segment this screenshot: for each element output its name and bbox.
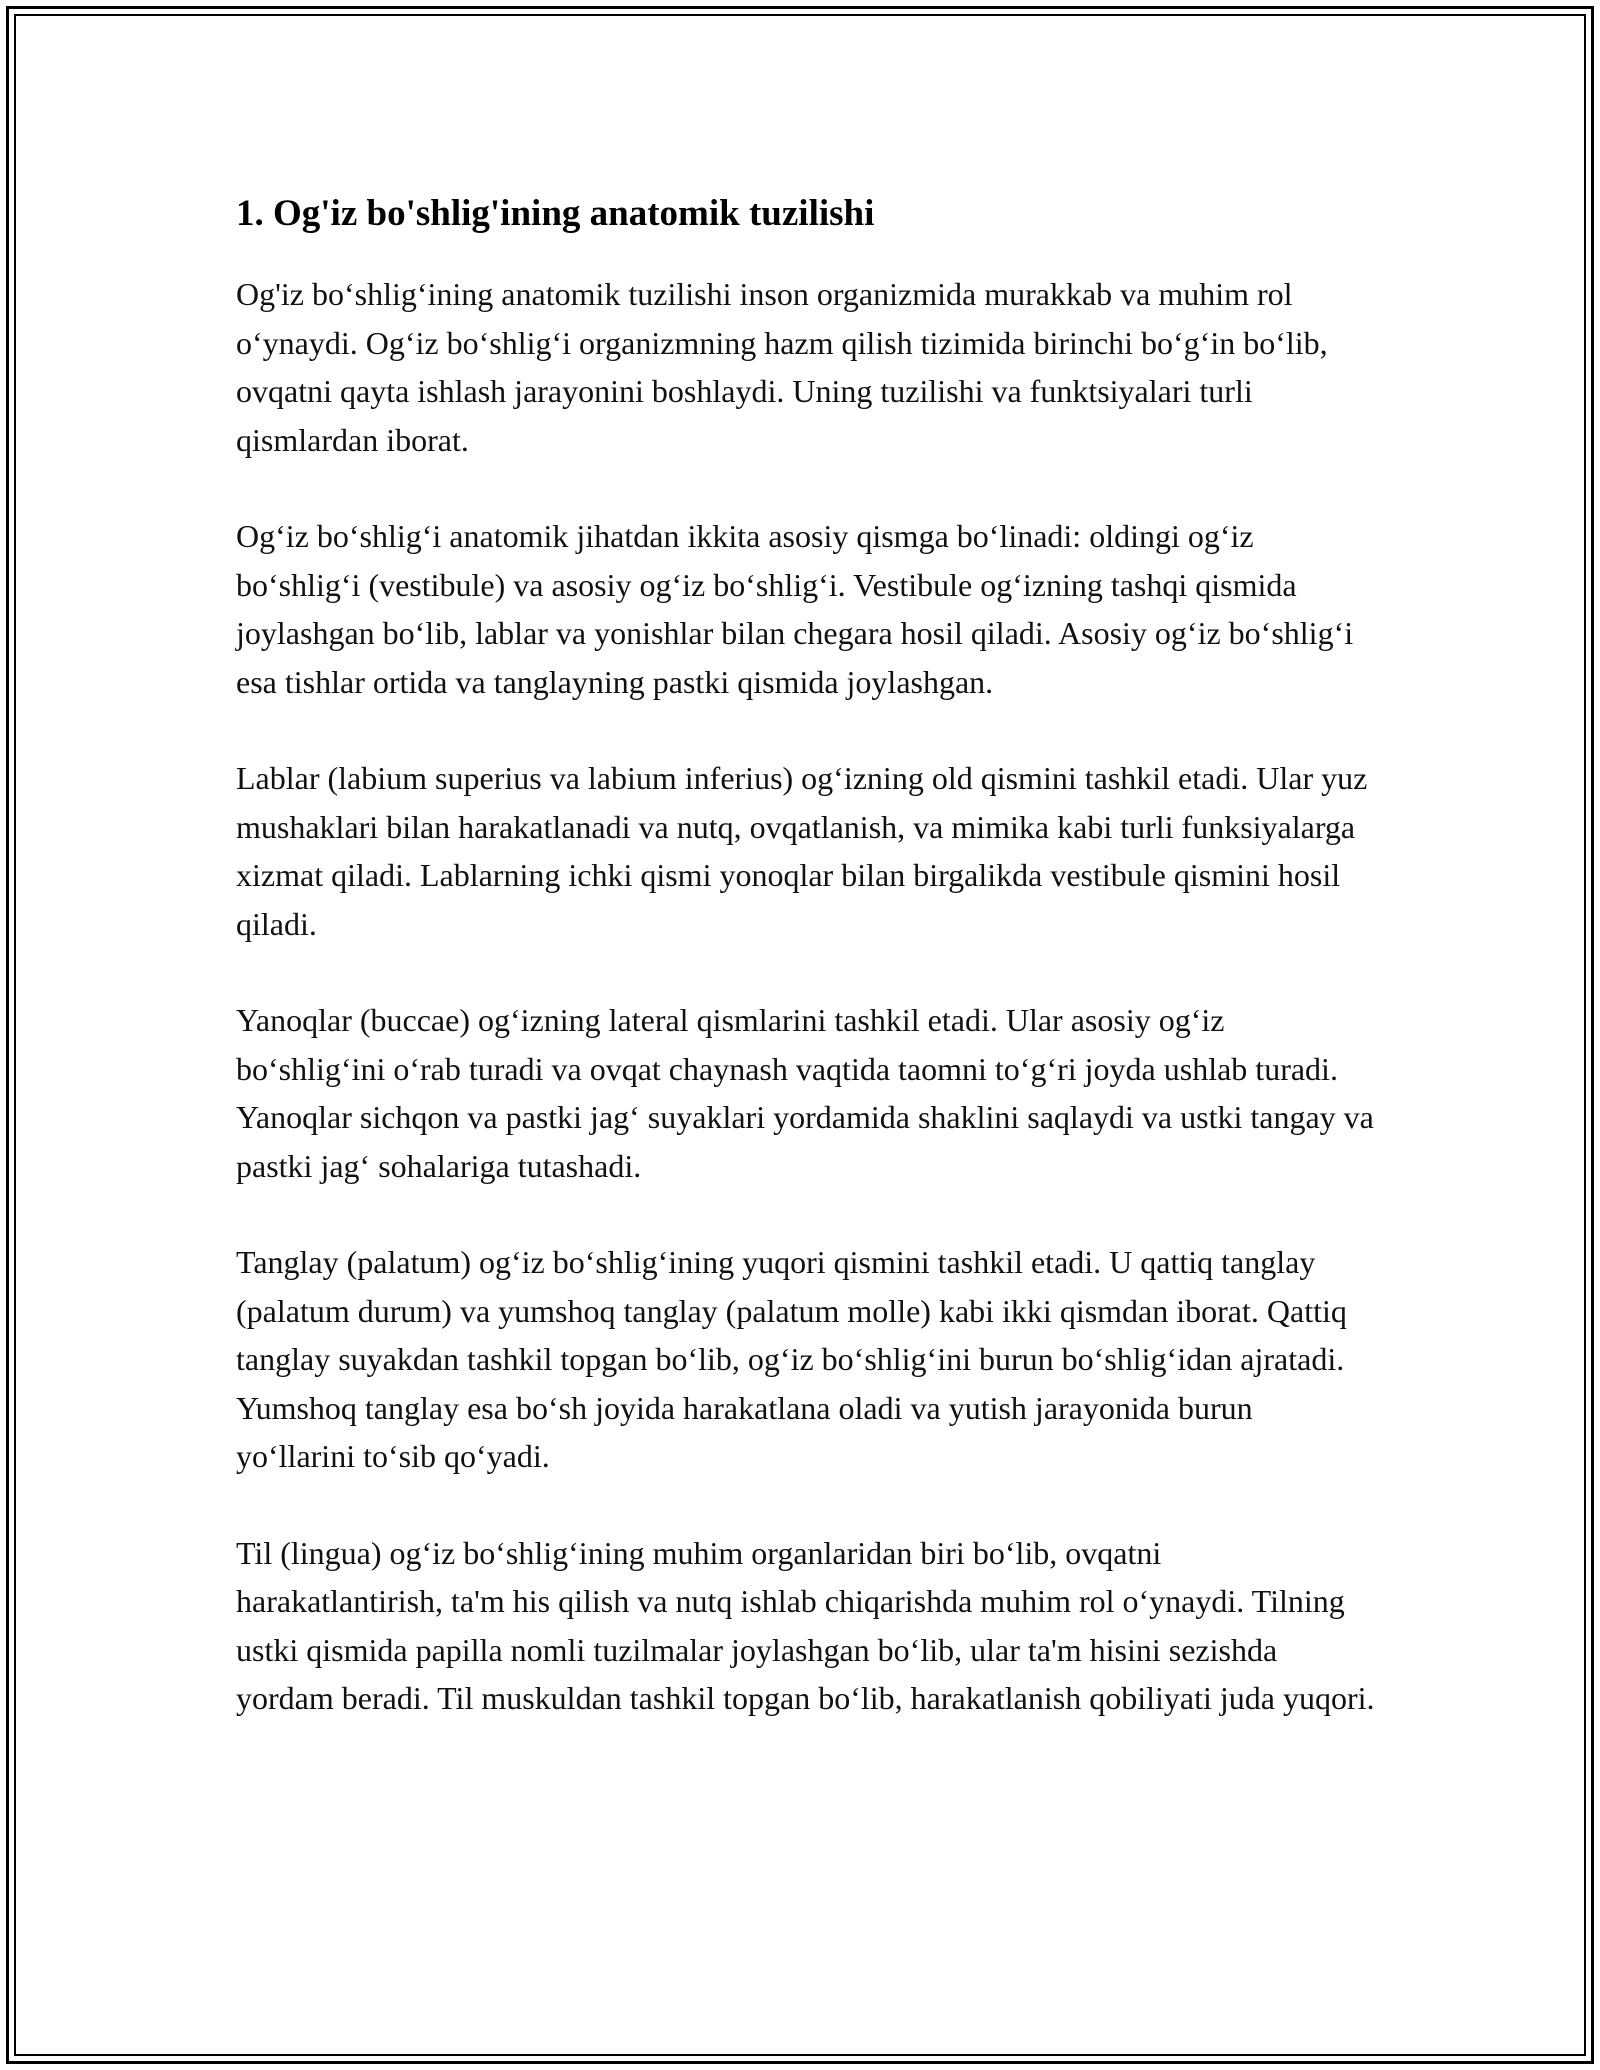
paragraph-tongue: Til (lingua) og‘iz bo‘shlig‘ining muhim organlaridan biri bo‘lib, ovqatni harakatlantirish, ta'm his qilish va nutq ishlab chiqarishda muhim rol o‘ynaydi. Tilning ustki qismida papilla nomli tuzilmalar joylashgan bo‘lib, ular ta'm hisini sezishda yordam beradi. Til muskuldan tashkil topgan bo‘lib, harakatlanish qobiliyati juda yuqori. — [236, 1534, 1375, 1716]
paragraph-lips: Lablar (labium superius va labium inferius) og‘izning old qismini tashkil etadi. Ular yuz mushaklari bilan harakatlanadi va nutq, ovqatlanish, va mimika kabi turli funksiyalarga xizmat qiladi. Lablarning ichki qismi yonoqlar bilan birgalikda vestibule qismini hosil qiladi. — [236, 760, 1368, 942]
paragraph-parts: Og‘iz bo‘shlig‘i anatomik jihatdan ikkita asosiy qismga bo‘linadi: oldingi og‘iz bo‘shlig‘i (vestibule) va asosiy og‘iz bo‘shlig‘i. Vestibule og‘izning tashqi qismida joylashgan bo‘lib, lablar va yonishlar bilan chegara hosil qiladi. Asosiy og‘iz bo‘shlig‘i esa tishlar ortida va tanglayning pastki qismida joylashgan. — [236, 518, 1354, 700]
paragraph-cheeks: Yanoqlar (buccae) og‘izning lateral qismlarini tashkil etadi. Ular asosiy og‘iz bo‘shlig‘ini o‘rab turadi va ovqat chaynash vaqtida taomni to‘g‘ri joyda ushlab turadi. Yanoqlar sichqon va pastki jag‘ suyaklari yordamida shaklini saqlaydi va ustki tangay va pastki jag‘ sohalariga tutashadi. — [236, 1002, 1374, 1184]
section-heading: 1. Og'iz bo'shlig'ining anatomik tuzilishi — [236, 193, 875, 234]
paragraph-palate: Tanglay (palatum) og‘iz bo‘shlig‘ining yuqori qismini tashkil etadi. U qattiq tanglay (palatum durum) va yumshoq tanglay (palatum molle) kabi ikki qismdan iborat. Qattiq tanglay suyakdan tashkil topgan bo‘lib, og‘iz bo‘shlig‘ini burun bo‘shlig‘idan ajratadi. Yumshoq tanglay esa bo‘sh joyida harakatlana oladi va yutish jarayonida burun yo‘llarini to‘sib qo‘yadi. — [236, 1244, 1347, 1474]
document-body — [236, 186, 1376, 1771]
paragraph-intro: Og'iz bo‘shlig‘ining anatomik tuzilishi inson organizmida murakkab va muhim rol o‘ynaydi. Og‘iz bo‘shlig‘i organizmning hazm qilish tizimida birinchi bo‘g‘in bo‘lib, ovqatni qayta ishlash jarayonini boshlaydi. Uning tuzilishi va funktsiyalari turli qismlardan iborat. — [236, 276, 1328, 458]
